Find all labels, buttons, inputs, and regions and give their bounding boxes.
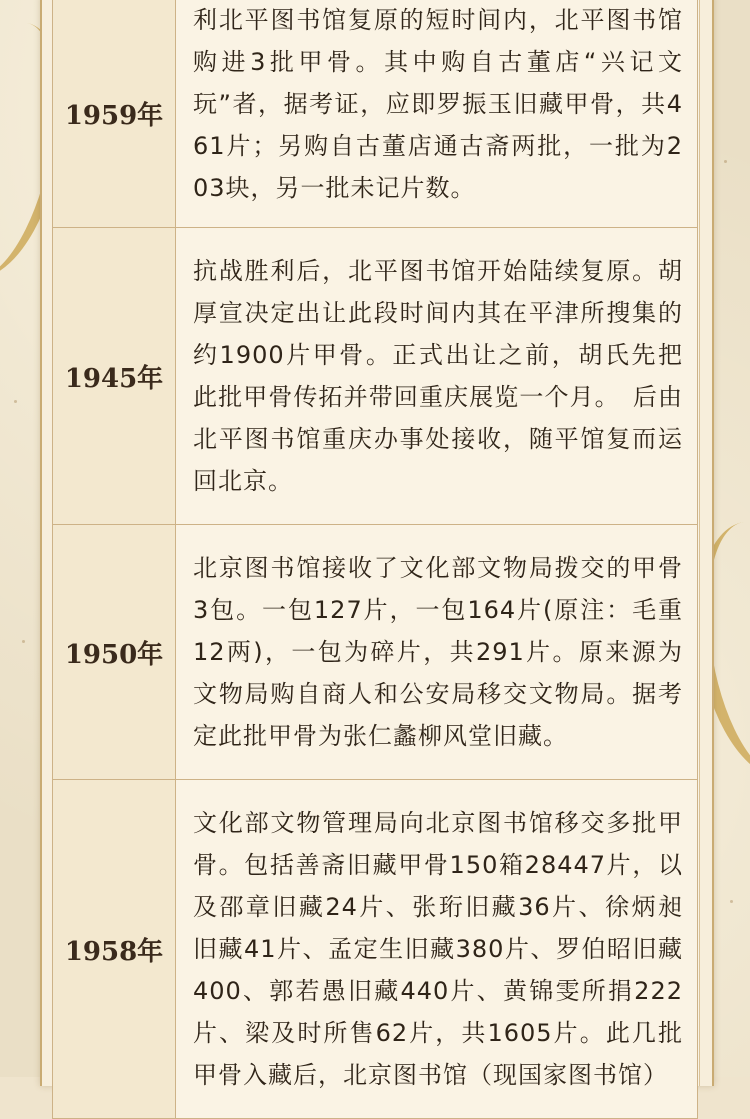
table-row [53,0,698,228]
year-cell: 1959年 [53,0,176,228]
year-cell: 1950年 [53,525,176,780]
table-row [53,780,698,1119]
paper-speck [730,900,733,903]
description-cell: 文化部文物管理局向北京图书馆移交多批甲骨。包括善斋旧藏甲骨150箱28447片，以及邵章旧藏24片、张珩旧藏36片、徐炳昶旧藏41片、孟定生旧藏380片、罗伯昭旧藏400、郭若愚旧藏440片、黄锦雯所捐222片、梁及时所售62片，共1605片。此几批甲骨入藏后，北京图书馆（现国家图书馆） [176,780,698,1119]
paper-speck [14,400,17,403]
paper-speck [724,160,727,163]
description-cell: 利北平图书馆复原的短时间内，北平图书馆购进3批甲骨。其中购自古董店“兴记文玩”者，据考证，应即罗振玉旧藏甲骨，共461片；另购自古董店通古斋两批，一批为203块，另一批未记片数。 [176,0,698,228]
year-cell: 1945年 [53,228,176,525]
table-row [53,525,698,780]
paper-speck [22,640,25,643]
collection-timeline-table [52,0,698,1119]
description-cell: 抗战胜利后，北平图书馆开始陆续复原。胡厚宣决定出让此段时间内其在平津所搜集的约1900片甲骨。正式出让之前，胡氏先把此批甲骨传拓并带回重庆展览一个月。 后由北平图书馆重庆办事处接收，随平馆复而运回北京。 [176,228,698,525]
table-row [53,228,698,525]
description-cell: 北京图书馆接收了文化部文物局拨交的甲骨3包。一包127片，一包164片(原注：毛重12两)，一包为碎片，共291片。原来源为文物局购自商人和公安局移交文物局。据考定此批甲骨为张仁蠡柳风堂旧藏。 [176,525,698,780]
year-cell: 1958年 [53,780,176,1119]
